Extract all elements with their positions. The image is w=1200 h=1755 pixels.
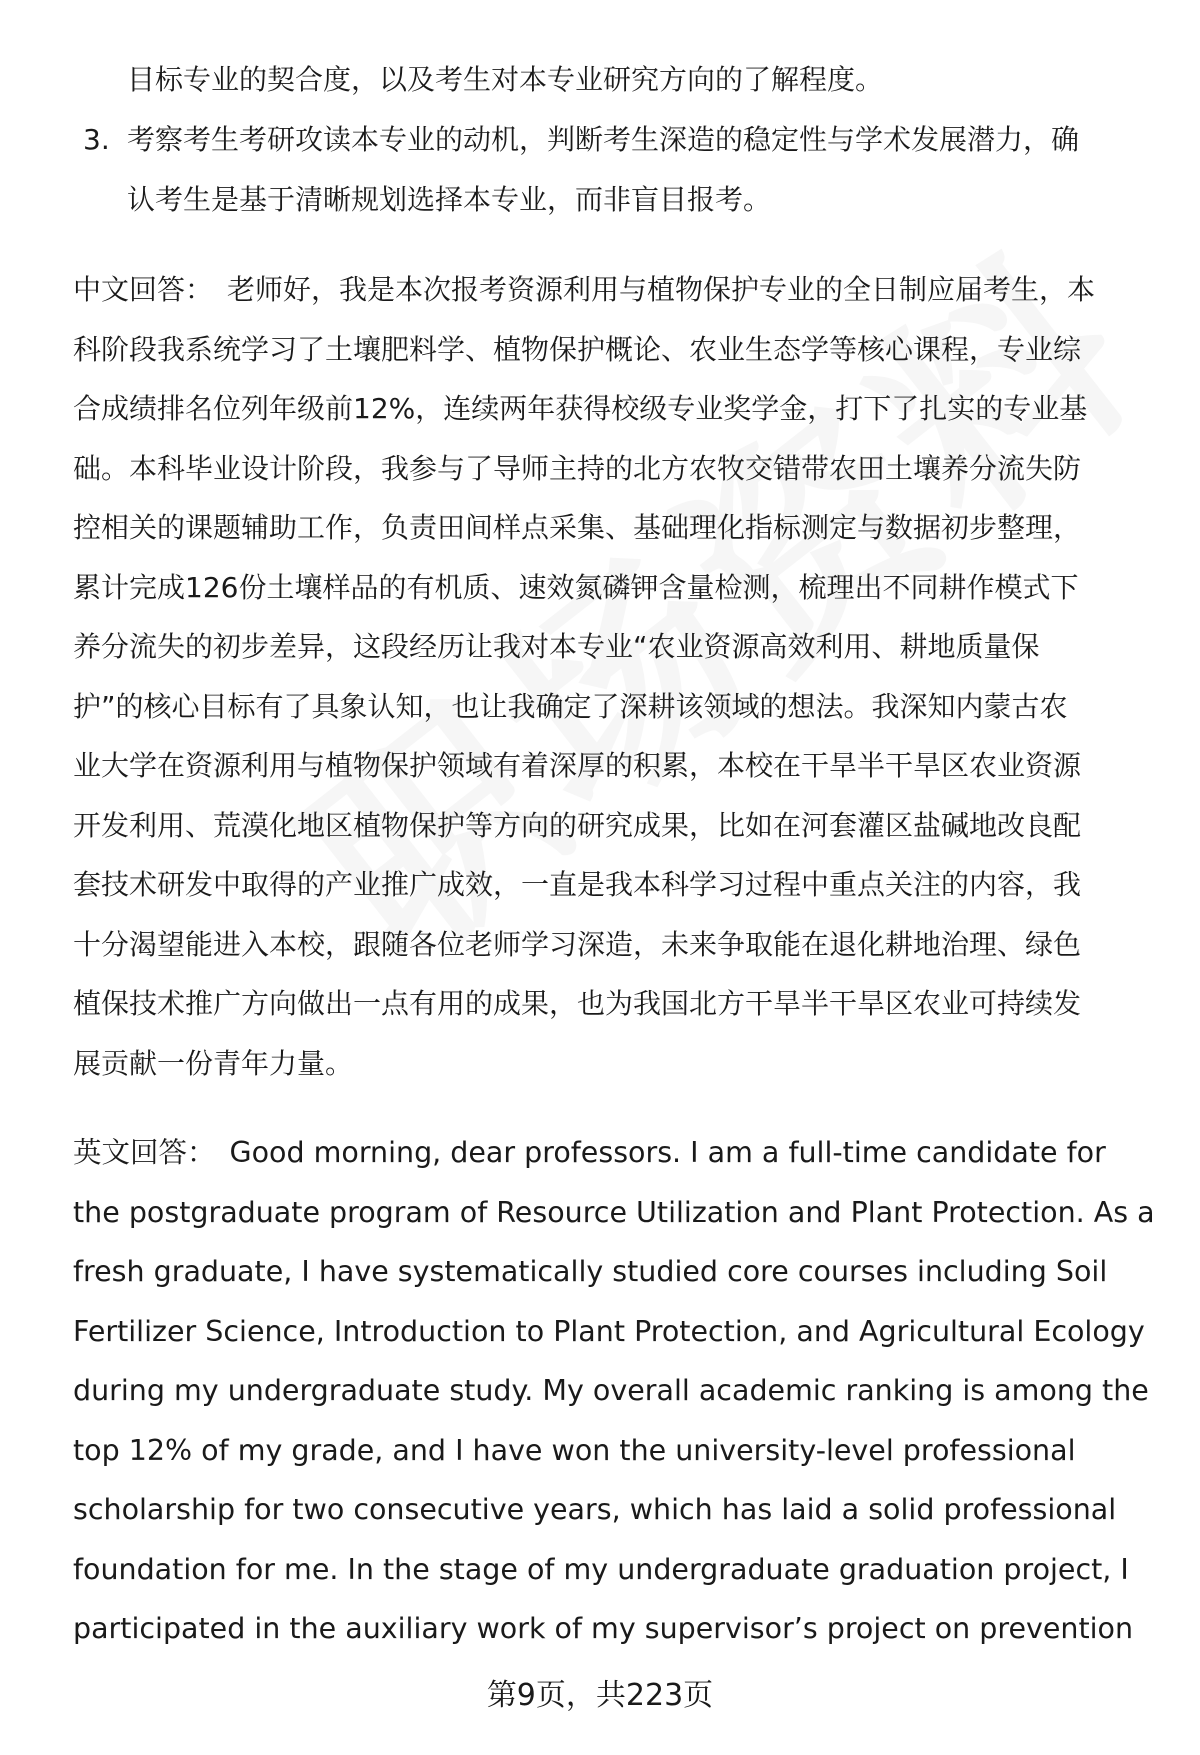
english-answer-line: foundation for me. In the stage of my undergraduate graduation project, I — [73, 1552, 1129, 1586]
list-item-body — [73, 110, 1163, 230]
chinese-answer-line: 控相关的课题辅助工作，负责田间样点采集、基础理化指标测定与数据初步整理， — [73, 511, 1082, 544]
list-item-3 — [73, 110, 1163, 230]
english-answer-label: 英文回答： — [73, 1136, 216, 1169]
chinese-answer-text: 老师好，我是本次报考资源利用与植物保护专业的全日制应届考生，本 — [227, 273, 1096, 306]
english-answer-line: participated in the auxiliary work of my supervisor’s project on prevention — [73, 1612, 1134, 1645]
list-item-line: 认考生是基于清晰规划选择本专业，而非盲目报考。 — [127, 183, 772, 216]
chinese-answer-line: 业大学在资源利用与植物保护领域有着深厚的积累，本校在干旱半干旱区农业资源 — [73, 749, 1082, 782]
content-area — [73, 50, 1163, 1659]
english-answer-line: fresh graduate, I have systematically studied core courses including Soil — [73, 1255, 1108, 1288]
chinese-answer-line: 累计完成126份土壤样品的有机质、速效氮磷钾含量检测，梳理出不同耕作模式下 — [73, 570, 1079, 604]
chinese-answer-line: 植保技术推广方向做出一点有用的成果，也为我国北方干旱半干旱区农业可持续发 — [73, 987, 1082, 1020]
chinese-answer-line: 展贡献一份青年力量。 — [73, 1046, 354, 1080]
chinese-answer-section — [73, 260, 1163, 1093]
english-answer-line: the postgraduate program of Resource Utilization and Plant Protection. As a — [73, 1195, 1155, 1229]
page-number-footer: 第9页，共223页 — [486, 1678, 714, 1713]
chinese-answer-label: 中文回答： — [73, 273, 214, 306]
english-answer-line — [73, 1123, 1163, 1183]
list-item-line: 考察考生考研攻读本专业的动机，判断考生深造的稳定性与学术发展潜力，确 — [127, 123, 1080, 156]
english-answer-section — [73, 1123, 1163, 1659]
english-answer-text: Good morning, dear professors. I am a full-time candidate for — [229, 1136, 1106, 1169]
list-number: 3. — [83, 123, 110, 156]
english-answer-line: scholarship for two consecutive years, which has laid a solid professional — [73, 1493, 1117, 1526]
chinese-answer-line: 护”的核心目标有了具象认知，也让我确定了深耕该领域的想法。我深知内蒙古农 — [73, 689, 1068, 723]
chinese-answer-line: 套技术研发中取得的产业推广成效，一直是我本科学习过程中重点关注的内容，我 — [73, 868, 1082, 901]
chinese-answer-line — [73, 260, 1163, 320]
chinese-answer-line: 础。本科毕业设计阶段，我参与了导师主持的北方农牧交错带农田土壤养分流失防 — [73, 451, 1082, 485]
english-answer-line: top 12% of my grade, and I have won the university-level professional — [73, 1433, 1076, 1467]
continuation-line: 目标专业的契合度，以及考生对本专业研究方向的了解程度。 — [127, 63, 884, 96]
english-answer-line: during my undergraduate study. My overall academic ranking is among the — [73, 1374, 1149, 1407]
chinese-answer-line: 开发利用、荒漠化地区植物保护等方向的研究成果，比如在河套灌区盐碱地改良配 — [73, 808, 1082, 842]
english-answer-line: Fertilizer Science, Introduction to Plant Protection, and Agricultural Ecology — [73, 1314, 1145, 1348]
chinese-answer-line: 十分渴望能进入本校，跟随各位老师学习深造，未来争取能在退化耕地治理、绿色 — [73, 927, 1082, 961]
chinese-answer-line: 合成绩排名位列年级前12%，连续两年获得校级专业奖学金，打下了扎实的专业基 — [73, 392, 1088, 425]
chinese-answer-line: 科阶段我系统学习了土壤肥料学、植物保护概论、农业生态学等核心课程，专业综 — [73, 332, 1082, 366]
chinese-answer-line: 养分流失的初步差异，这段经历让我对本专业“农业资源高效利用、耕地质量保 — [73, 630, 1040, 663]
